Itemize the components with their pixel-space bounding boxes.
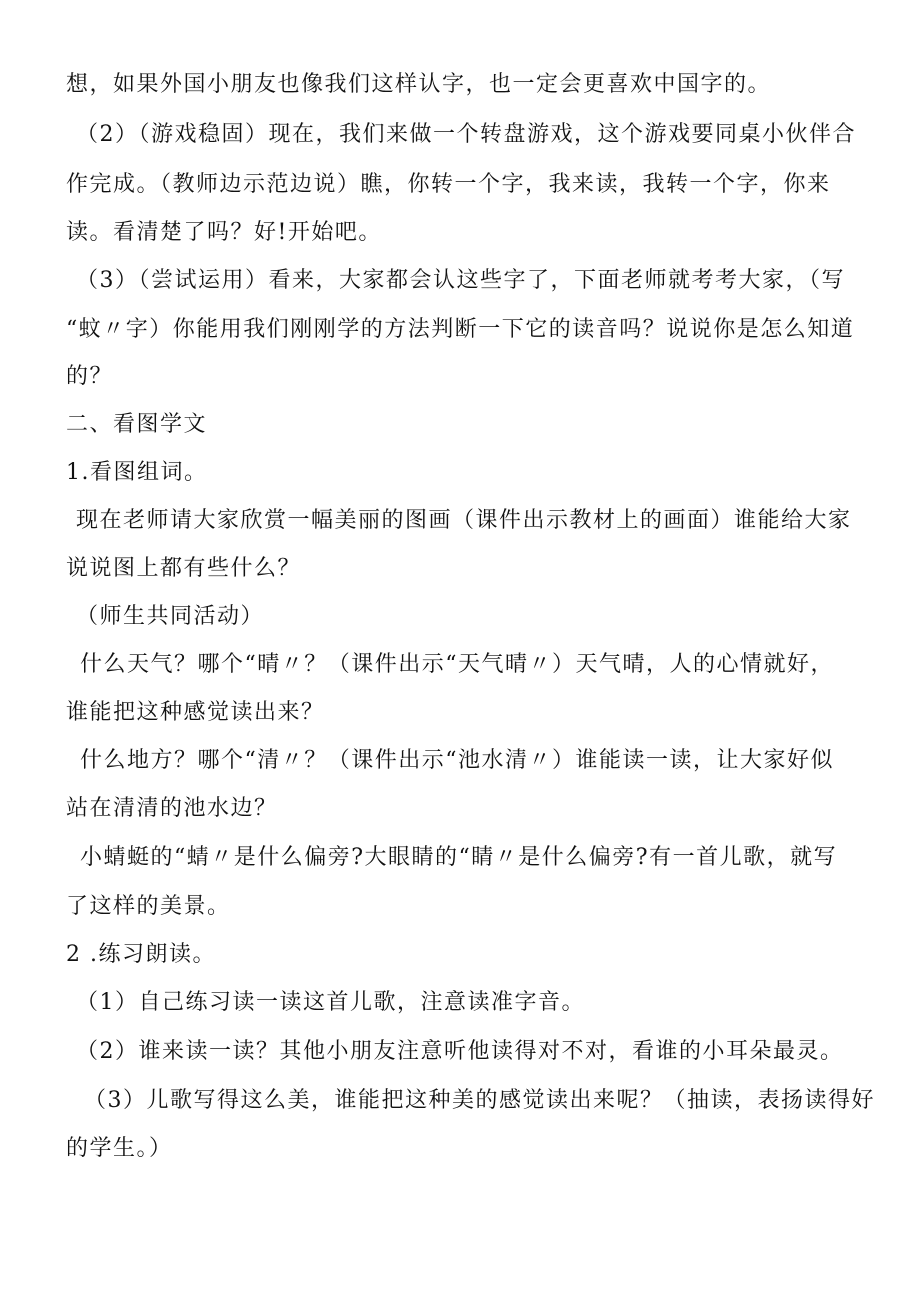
text-line: （1）自己练习读一读这首儿歌，注意读准字音。 (76, 990, 585, 1015)
text-line: （2）谁来读一读？其他小朋友注意听他读得对不对，看谁的小耳朵最灵。 (76, 1039, 844, 1064)
text-line: 现在老师请大家欣赏一幅美丽的图画（课件出示教材上的画面）谁能给大家 (76, 508, 852, 533)
text-line: （3）（尝试运用）看来，大家都会认这些字了，下面老师就考考大家，（写 (76, 268, 845, 293)
text-line: 读。看清楚了吗？好!开始吧。 (66, 220, 382, 245)
text-line: 什么天气？哪个“晴〃？（课件出示“天气晴〃）天气晴，人的心情就好， (80, 652, 834, 677)
text-line: （3）儿歌写得这么美，谁能把这种美的感觉读出来呢？（抽读，表扬读得好 (84, 1088, 875, 1113)
text-line: 作完成。（教师边示范边说）瞧，你转一个字，我来读，我转一个字，你来 (66, 172, 831, 197)
text-line: （师生共同活动） (76, 604, 265, 629)
subsection-heading: 2 .练习朗读。 (66, 942, 216, 967)
text-line: 的学生。） (66, 1136, 173, 1161)
text-line: 什么地方？哪个“清〃？（课件出示“池水清〃）谁能读一读，让大家好似 (80, 748, 834, 773)
section-heading: 二、看图学文 (66, 412, 208, 437)
text-line: 的？ (66, 364, 114, 389)
subsection-heading: 1.看图组词。 (66, 460, 208, 485)
text-line: 站在清清的池水边？ (66, 796, 278, 821)
text-line: 谁能把这种感觉读出来？ (66, 700, 325, 725)
text-line: 想，如果外国小朋友也像我们这样认字，也一定会更喜欢中国字的。 (66, 72, 772, 97)
text-line: “蚊〃字）你能用我们刚刚学的方法判断一下它的读音吗？说说你是怎么知道 (66, 317, 855, 342)
text-line: 小蜻蜓的“蜻〃是什么偏旁?大眼睛的“睛〃是什么偏旁?有一首儿歌，就写 (80, 845, 838, 870)
text-line: 了这样的美景。 (66, 894, 231, 919)
text-line: （2）（游戏稳固）现在，我们来做一个转盘游戏，这个游戏要同桌小伙伴合 (76, 122, 856, 147)
text-line: 说说图上都有些什么？ (66, 556, 302, 581)
